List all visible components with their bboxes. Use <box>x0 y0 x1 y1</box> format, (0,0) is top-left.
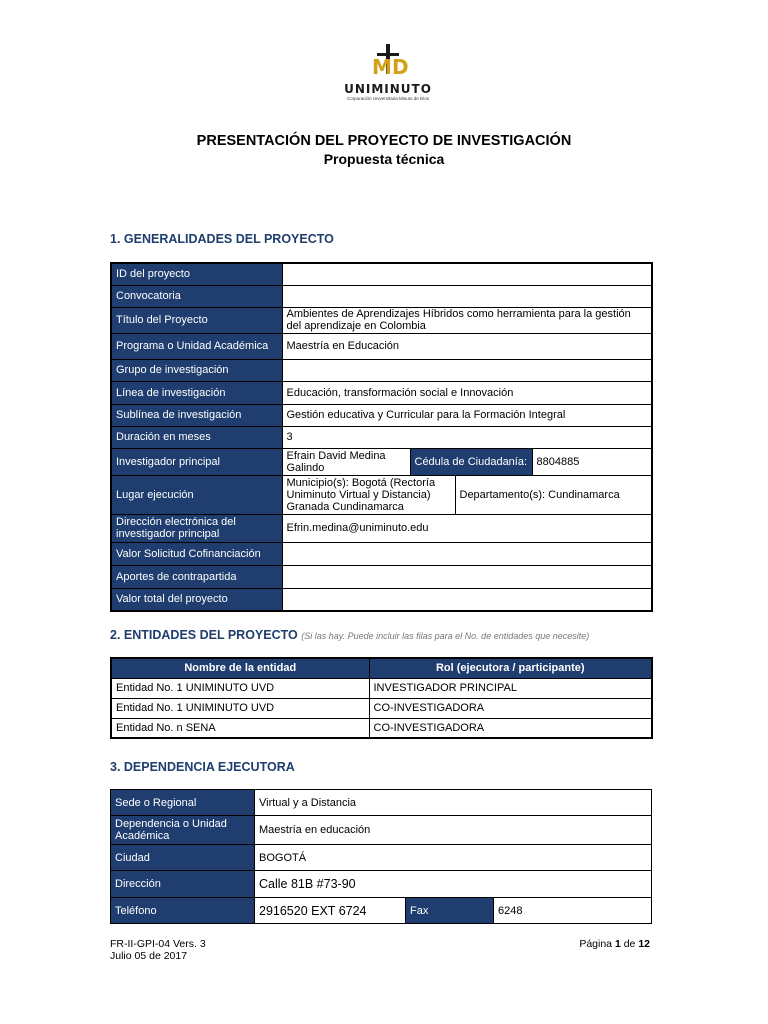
footer-code: FR-II-GPI-04 Vers. 3 <box>110 938 206 950</box>
table-row <box>111 698 652 718</box>
role-column-header: Rol (ejecutora / participante) <box>369 658 652 678</box>
role-cell[interactable]: CO-INVESTIGADORA <box>369 718 652 738</box>
dependencia-table <box>110 789 652 924</box>
uniminuto-logo <box>318 44 458 104</box>
municipio-value[interactable]: Municipio(s): Bogotá (Rectoría Uniminuto Virtual y Distancia) Granada Cundinamarca <box>282 475 455 514</box>
id-label: ID del proyecto <box>111 263 282 285</box>
fax-label: Fax <box>406 898 494 924</box>
svg-text:M: M <box>372 55 392 78</box>
entity-cell[interactable]: Entidad No. 1 UNIMINUTO UVD <box>111 678 369 698</box>
logo-mark-icon <box>364 44 414 78</box>
ciudad-value[interactable]: BOGOTÁ <box>255 845 652 871</box>
sublinea-label: Sublínea de investigación <box>111 404 282 426</box>
aportes-label: Aportes de contrapartida <box>111 565 282 588</box>
page-current: 1 <box>614 938 621 950</box>
logo-wordmark: UNIMINUTO <box>344 82 432 96</box>
cedula-label: Cédula de Ciudadanía: <box>410 448 532 475</box>
duracion-value[interactable]: 3 <box>282 426 652 448</box>
direccion-label: Dirección <box>111 871 255 898</box>
sublinea-value[interactable]: Gestión educativa y Curricular para la Formación Integral <box>282 404 652 426</box>
entity-column-header: Nombre de la entidad <box>111 658 369 678</box>
cofinanciacion-label: Valor Solicitud Cofinanciación <box>111 542 282 565</box>
document-title: PRESENTACIÓN DEL PROYECTO DE INVESTIGACIÓN <box>196 133 572 149</box>
titulo-label: Título del Proyecto <box>111 307 282 333</box>
telefono-label: Teléfono <box>111 898 255 924</box>
email-label: Dirección electrónica del investigador principal <box>111 514 282 542</box>
section-2-title: 2. ENTIDADES DEL PROYECTO <box>110 628 298 642</box>
page-total: 12 <box>638 938 650 950</box>
cofinanciacion-value[interactable] <box>282 542 652 565</box>
ciudad-label: Ciudad <box>111 845 255 871</box>
page-separator: de <box>620 938 639 950</box>
aportes-value[interactable] <box>282 565 652 588</box>
logo-tagline: Corporación Universitaria Minuto de Dios <box>346 96 430 101</box>
section-2-note: (Si las hay. Puede incluir las filas para el No. de entidades que necesite) <box>301 631 590 641</box>
svg-text:D: D <box>392 55 409 78</box>
valor-total-value[interactable] <box>282 588 652 611</box>
table-row <box>111 678 652 698</box>
investigador-value[interactable]: Efrain David Medina Galindo <box>282 448 410 475</box>
section-1-heading: 1. GENERALIDADES DEL PROYECTO <box>110 232 334 246</box>
section-3-heading: 3. DEPENDENCIA EJECUTORA <box>110 760 295 774</box>
entity-cell[interactable]: Entidad No. 1 UNIMINUTO UVD <box>111 698 369 718</box>
investigador-label: Investigador principal <box>111 448 282 475</box>
role-cell[interactable]: CO-INVESTIGADORA <box>369 698 652 718</box>
lugar-label: Lugar ejecución <box>111 475 282 514</box>
role-cell[interactable]: INVESTIGADOR PRINCIPAL <box>369 678 652 698</box>
direccion-value[interactable]: Calle 81B #73-90 <box>255 871 652 898</box>
document-subtitle: Propuesta técnica <box>323 151 445 167</box>
grupo-value[interactable] <box>282 359 652 381</box>
generalidades-table <box>110 262 653 612</box>
telefono-value[interactable]: 2916520 EXT 6724 <box>255 898 406 924</box>
entity-cell[interactable]: Entidad No. n SENA <box>111 718 369 738</box>
cedula-value[interactable]: 8804885 <box>532 448 652 475</box>
page-prefix: Página <box>579 938 615 950</box>
sede-label: Sede o Regional <box>111 790 255 816</box>
table-row <box>111 718 652 738</box>
linea-value[interactable]: Educación, transformación social e Innovación <box>282 381 652 404</box>
entidades-table <box>110 657 653 739</box>
convocatoria-label: Convocatoria <box>111 285 282 307</box>
programa-value[interactable]: Maestría en Educación <box>282 333 652 359</box>
valor-total-label: Valor total del proyecto <box>111 588 282 611</box>
dependencia-value[interactable]: Maestría en educación <box>255 816 652 845</box>
duracion-label: Duración en meses <box>111 426 282 448</box>
footer-page-number <box>579 938 650 950</box>
titulo-value[interactable]: Ambientes de Aprendizajes Híbridos como herramienta para la gestión del aprendizaje en Colombia <box>282 307 652 333</box>
email-value[interactable]: Efrin.medina@uniminuto.edu <box>282 514 652 542</box>
fax-value[interactable]: 6248 <box>494 898 652 924</box>
sede-value[interactable]: Virtual y a Distancia <box>255 790 652 816</box>
programa-label: Programa o Unidad Académica <box>111 333 282 359</box>
dependencia-label: Dependencia o Unidad Académica <box>111 816 255 845</box>
footer-document-info <box>110 938 206 962</box>
convocatoria-value[interactable] <box>282 285 652 307</box>
id-value[interactable] <box>282 263 652 285</box>
linea-label: Línea de investigación <box>111 381 282 404</box>
grupo-label: Grupo de investigación <box>111 359 282 381</box>
footer-date: Julio 05 de 2017 <box>110 950 188 962</box>
section-2-heading <box>110 628 589 642</box>
departamento-value[interactable]: Departamento(s): Cundinamarca <box>455 475 652 514</box>
